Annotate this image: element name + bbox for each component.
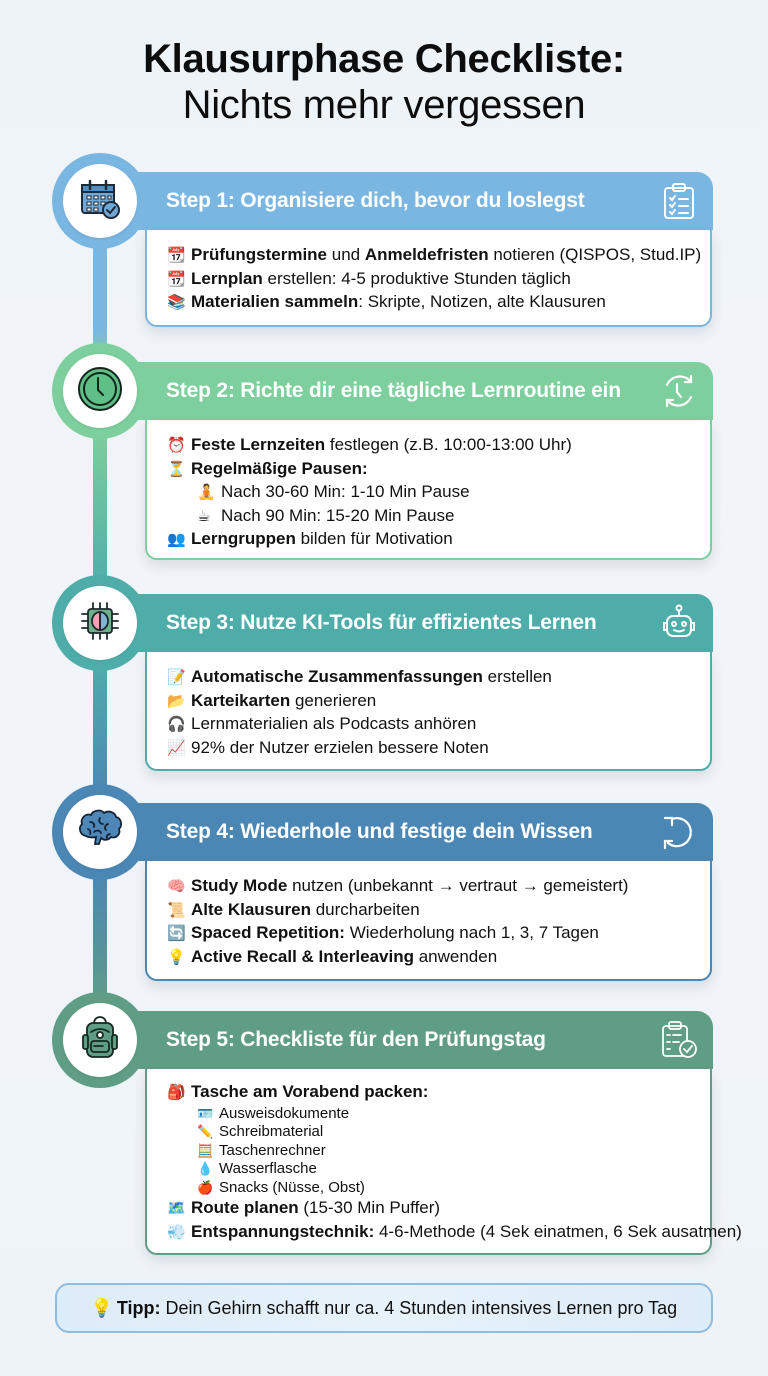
brain-emoji-icon: 🧠: [167, 878, 186, 895]
list-item: ⏳ Regelmäßige Pausen:: [167, 458, 698, 482]
clock-refresh-icon: [659, 371, 699, 411]
refresh-icon: [659, 812, 699, 852]
calendar-emoji-icon: 📆: [167, 247, 186, 264]
step-1-card: [145, 230, 712, 327]
step-2-header: [120, 362, 713, 420]
list-item: 📈 92% der Nutzer erzielen bessere Noten: [167, 737, 698, 761]
list-item: 👥 Lerngruppen bilden für Motivation: [167, 528, 698, 552]
step-3-card: [145, 652, 712, 771]
step-2-title: Step 2: Richte dir eine tägliche Lernroutine ein: [166, 379, 621, 402]
clock-icon: [77, 366, 123, 417]
step-4-card: [145, 861, 712, 981]
brain-icon: [76, 808, 124, 857]
list-item: 📜 Alte Klausuren durcharbeiten: [167, 899, 698, 923]
ai-chip-brain-icon: [78, 599, 122, 648]
group-emoji-icon: 👥: [167, 531, 186, 548]
list-subitem: 💧 Wasserflasche: [197, 1160, 317, 1178]
connector-2-3: [93, 430, 107, 590]
calculator-emoji-icon: 🧮: [197, 1142, 214, 1158]
step-3-title: Step 3: Nutze KI-Tools für effizientes Lernen: [166, 611, 597, 634]
scroll-emoji-icon: 📜: [167, 901, 186, 919]
books-emoji-icon: 📚: [167, 294, 186, 311]
connector-1-2: [93, 240, 107, 360]
step-4-header: [120, 803, 713, 861]
repeat-emoji-icon: 🔄: [167, 925, 186, 942]
step-2-card: [145, 420, 712, 560]
tip-text: Dein Gehirn schafft nur ca. 4 Stunden intensives Lernen pro Tag: [160, 1297, 678, 1318]
connector-3-4: [93, 660, 107, 800]
map-emoji-icon: 🗺️: [167, 1200, 186, 1218]
list-item: 📆 Lernplan erstellen: 4-5 produktive Stunden täglich: [167, 268, 698, 292]
list-subitem: 🪪 Ausweisdokumente: [197, 1104, 350, 1122]
lightbulb-emoji-icon: 💡: [90, 1297, 114, 1318]
clipboard-checklist-icon: [659, 181, 699, 221]
title-line-2: Nichts mehr vergessen: [182, 83, 586, 127]
backpack-emoji-icon: 🎒: [167, 1084, 186, 1101]
list-item: ⏰ Feste Lernzeiten festlegen (z.B. 10:00-13:00 Uhr): [167, 434, 698, 458]
coffee-emoji-icon: ☕: [197, 507, 211, 525]
step-4-marker: [52, 784, 148, 880]
step-5-header: [120, 1011, 713, 1069]
list-item: 📂 Karteikarten generieren: [167, 690, 698, 714]
backpack-icon: [80, 1015, 120, 1066]
step-5-card: [145, 1069, 742, 1255]
step-5-marker: [52, 992, 148, 1088]
list-subitem: 🍎 Snacks (Nüsse, Obst): [197, 1178, 365, 1196]
memo-emoji-icon: 📝: [167, 669, 186, 686]
step-1-title: Step 1: Organisiere dich, bevor du loslegst: [166, 189, 585, 212]
title-line-1: Klausurphase Checkliste:: [143, 37, 625, 81]
step-3-marker: [52, 575, 148, 671]
step-1-marker: [52, 153, 148, 249]
tip-label: Tipp:: [116, 1297, 161, 1318]
list-item: 🔄 Spaced Repetition: Wiederholung nach 1, 3, 7 Tagen: [167, 922, 698, 946]
step-5-title: Step 5: Checkliste für den Prüfungstag: [166, 1028, 546, 1051]
list-item: 💨 Entspannungstechnik: 4-6-Methode (4 Sek einatmen, 6 Sek ausatmen): [167, 1221, 698, 1245]
alarm-clock-emoji-icon: ⏰: [167, 437, 186, 454]
id-card-emoji-icon: 🪪: [197, 1105, 214, 1121]
robot-icon: [659, 603, 699, 643]
hourglass-emoji-icon: ⏳: [167, 460, 186, 478]
list-item: 📝 Automatische Zusammenfassungen erstellen: [167, 666, 698, 690]
pencil-emoji-icon: ✏️: [197, 1124, 214, 1140]
list-item: 🧠 Study Mode nutzen (unbekannt → vertraut → gemeistert): [167, 875, 698, 899]
calendar-check-icon: [78, 177, 122, 226]
wind-emoji-icon: 💨: [167, 1223, 186, 1241]
list-item: 📆 Prüfungstermine und Anmeldefristen notieren (QISPOS, Stud.IP): [167, 244, 698, 268]
lightbulb-emoji-icon: 💡: [167, 948, 186, 966]
headphones-emoji-icon: 🎧: [167, 716, 186, 733]
clipboard-check-icon: [659, 1020, 699, 1060]
list-item: 📚 Materialien sammeln: Skripte, Notizen, alte Klausuren: [167, 291, 698, 315]
chart-up-emoji-icon: 📈: [167, 739, 186, 757]
meditation-emoji-icon: 🧘: [197, 484, 216, 501]
list-item: 🎧 Lernmaterialien als Podcasts anhören: [167, 713, 698, 737]
list-subitem: 🧘 Nach 30-60 Min: 1-10 Min Pause: [167, 481, 698, 505]
list-item: 💡 Active Recall & Interleaving anwenden: [167, 946, 698, 970]
step-3-header: [120, 594, 713, 652]
list-subitem: ☕ Nach 90 Min: 15-20 Min Pause: [167, 505, 698, 529]
list-subitem: ✏️ Schreibmaterial: [197, 1123, 324, 1141]
tip-banner: [55, 1283, 713, 1333]
apple-emoji-icon: 🍎: [197, 1179, 214, 1195]
step-2-marker: [52, 343, 148, 439]
page-title: [0, 36, 768, 128]
step-1-header: [120, 172, 713, 230]
droplet-emoji-icon: 💧: [197, 1161, 214, 1177]
list-item: 🎒 Tasche am Vorabend packen:: [167, 1081, 698, 1105]
step-4-title: Step 4: Wiederhole und festige dein Wissen: [166, 820, 593, 843]
folder-emoji-icon: 📂: [167, 692, 186, 710]
calendar-emoji-icon: 📆: [167, 270, 186, 288]
list-item: 🗺️ Route planen (15-30 Min Puffer): [167, 1197, 698, 1221]
list-subitem: 🧮 Taschenrechner: [197, 1141, 326, 1159]
